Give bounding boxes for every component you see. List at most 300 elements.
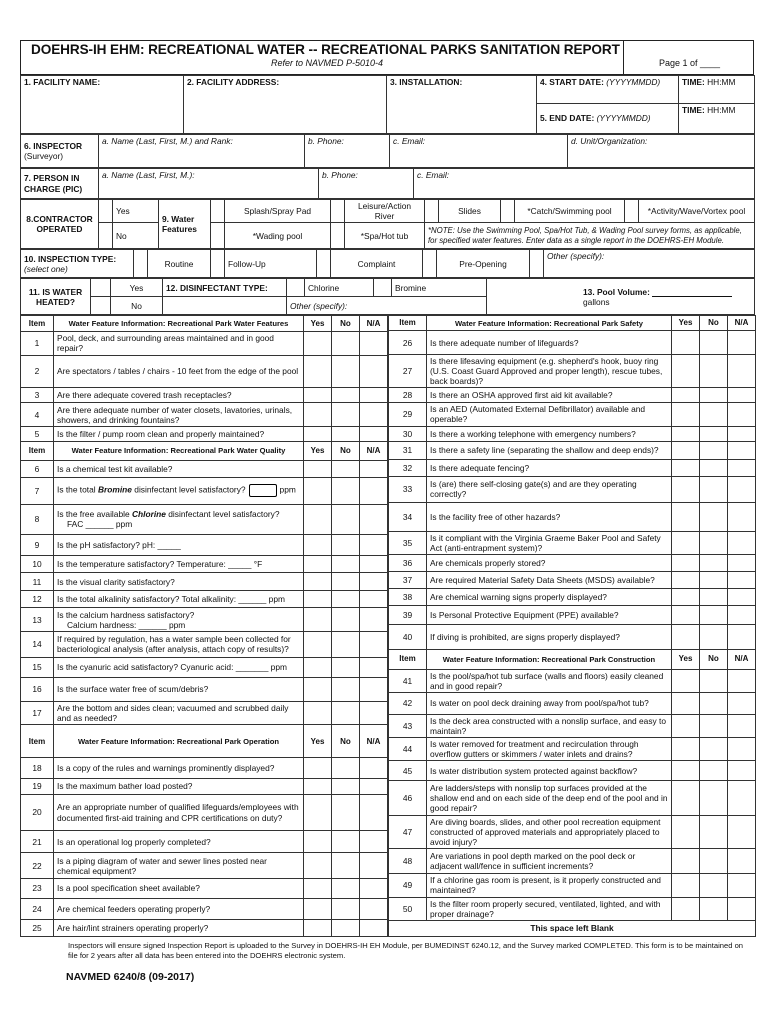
checklist-row: [389, 388, 756, 403]
form-title: DOEHRS-IH EHM: RECREATIONAL WATER -- RECREATIONAL PARKS SANITATION REPORT: [31, 42, 620, 57]
na-checkbox[interactable]: [360, 556, 388, 573]
yes-checkbox[interactable]: [672, 426, 700, 441]
na-checkbox[interactable]: [360, 403, 388, 427]
yes-checkbox[interactable]: [304, 403, 332, 427]
preopening-label: Pre-Opening: [437, 250, 530, 278]
question-label: Are chemicals properly stored?: [430, 557, 546, 568]
no-checkbox[interactable]: [332, 879, 360, 898]
yes-checkbox[interactable]: [672, 624, 700, 649]
na-col-header: N/A: [360, 725, 388, 758]
na-checkbox[interactable]: [728, 571, 756, 588]
section-header-row: [389, 316, 756, 331]
no-checkbox[interactable]: [700, 738, 728, 761]
yes-checkbox[interactable]: [304, 879, 332, 898]
question-text: [54, 608, 304, 632]
yes-checkbox[interactable]: [304, 830, 332, 853]
yes-col-header: Yes: [304, 316, 332, 331]
item-number: 9: [21, 534, 54, 556]
na-checkbox[interactable]: [728, 388, 756, 403]
yes-checkbox[interactable]: [304, 478, 332, 505]
no-checkbox[interactable]: [700, 897, 728, 920]
item-number: 43: [389, 714, 427, 737]
checklist-row: [389, 459, 756, 476]
question-label: Is a copy of the rules and warnings prominently displayed?: [57, 762, 275, 773]
question-label: Is the deck area constructed with a nonslip surface, and easy to maintain?: [430, 715, 667, 736]
no-checkbox[interactable]: [700, 502, 728, 531]
question-text: [427, 781, 672, 816]
na-checkbox[interactable]: [728, 531, 756, 554]
yes-checkbox[interactable]: [304, 657, 332, 677]
na-checkbox[interactable]: [728, 714, 756, 737]
na-checkbox[interactable]: [360, 853, 388, 879]
na-checkbox[interactable]: [728, 476, 756, 502]
na-checkbox[interactable]: [360, 478, 388, 505]
pic-name-field[interactable]: a. Name (Last, First, M.):: [99, 169, 319, 199]
checklist-row: [389, 331, 756, 355]
end-time-field[interactable]: TIME: HH:MM: [679, 104, 755, 134]
item-number: 6: [21, 460, 54, 477]
inspector-email-field[interactable]: c. Email:: [390, 135, 568, 168]
question-text: [427, 761, 672, 781]
wf-catch-checkbox[interactable]: [501, 200, 515, 223]
checklist-row: [389, 571, 756, 588]
na-checkbox[interactable]: [360, 758, 388, 778]
na-checkbox[interactable]: [728, 816, 756, 849]
item-number: 37: [389, 571, 427, 588]
no-checkbox[interactable]: [700, 605, 728, 624]
heated-no-checkbox[interactable]: [91, 297, 111, 315]
yes-checkbox[interactable]: [304, 853, 332, 879]
no-checkbox[interactable]: [332, 590, 360, 607]
wf-activity-label: *Activity/Wave/Vortex pool: [639, 200, 755, 223]
no-checkbox[interactable]: [700, 476, 728, 502]
no-checkbox[interactable]: [700, 531, 728, 554]
checklist-left: [20, 315, 388, 937]
checklist-row: [389, 781, 756, 816]
no-checkbox[interactable]: [332, 795, 360, 831]
wf-wading-checkbox[interactable]: [211, 223, 225, 249]
question-text: [54, 898, 304, 920]
question-label: Is the facility free of other hazards?: [430, 511, 561, 522]
yes-checkbox[interactable]: [304, 387, 332, 402]
no-checkbox[interactable]: [332, 657, 360, 677]
facility-address-field[interactable]: 2. FACILITY ADDRESS:: [184, 76, 387, 134]
question-label: Is it compliant with the Virginia Graeme Baker Pool and Safety Act (anti-entrapment system)?: [430, 532, 661, 553]
question-label: Is a piping diagram of water and sewer lines posted near chemical equipment?: [57, 855, 267, 876]
inspection-type-table: [20, 249, 755, 278]
yes-checkbox[interactable]: [672, 459, 700, 476]
pool-volume-field[interactable]: 13. Pool Volume: gallons: [487, 279, 755, 315]
no-checkbox[interactable]: [700, 781, 728, 816]
checklist-row: [21, 657, 388, 677]
question-label: Is the temperature satisfactory? Temperature: _____ °F: [57, 559, 263, 570]
item-number: 5: [21, 426, 54, 441]
item-number: 30: [389, 426, 427, 441]
contractor-yes-checkbox[interactable]: [99, 200, 113, 223]
no-checkbox[interactable]: [700, 624, 728, 649]
question-text: [54, 534, 304, 556]
no-checkbox[interactable]: [700, 816, 728, 849]
na-checkbox[interactable]: [360, 590, 388, 607]
item-number: 45: [389, 761, 427, 781]
no-checkbox[interactable]: [332, 632, 360, 658]
no-checkbox[interactable]: [332, 403, 360, 427]
heated-yes-checkbox[interactable]: [91, 279, 111, 297]
yes-checkbox[interactable]: [304, 426, 332, 441]
preopening-checkbox[interactable]: [423, 250, 437, 278]
no-checkbox[interactable]: [700, 355, 728, 388]
chlorine-checkbox[interactable]: [287, 279, 305, 297]
question-text: [427, 554, 672, 571]
na-checkbox[interactable]: [360, 356, 388, 388]
no-checkbox[interactable]: [332, 504, 360, 534]
no-checkbox[interactable]: [700, 388, 728, 403]
question-text: [427, 738, 672, 761]
question-label: Is there lifesaving equipment (e.g. shepherd's hook, buoy ring (U.S. Coast Guard Approved and proper length), rescue tubes, back boards)?: [430, 356, 663, 387]
yes-checkbox[interactable]: [672, 331, 700, 355]
item-number: 50: [389, 897, 427, 920]
yes-checkbox[interactable]: [304, 504, 332, 534]
yes-checkbox[interactable]: [304, 608, 332, 632]
yes-checkbox[interactable]: [304, 778, 332, 794]
yes-checkbox[interactable]: [672, 816, 700, 849]
yes-checkbox[interactable]: [304, 534, 332, 556]
other-type-checkbox[interactable]: [530, 250, 544, 278]
checklist-row: [389, 816, 756, 849]
question-text: [54, 632, 304, 658]
yes-checkbox[interactable]: [672, 692, 700, 714]
wf-slides-checkbox[interactable]: [425, 200, 439, 223]
yes-checkbox[interactable]: [304, 701, 332, 725]
question-label: Is the visual clarity satisfactory?: [57, 576, 175, 587]
inspector-unit-field[interactable]: d. Unit/Organization:: [568, 135, 755, 168]
no-checkbox[interactable]: [332, 830, 360, 853]
na-checkbox[interactable]: [728, 331, 756, 355]
start-date-field[interactable]: 4. START DATE: (YYYYMMDD): [537, 76, 679, 104]
na-checkbox[interactable]: [728, 897, 756, 920]
wf-splash-checkbox[interactable]: [211, 200, 225, 223]
question-label: Is (are) there self-closing gate(s) and are they operating correctly?: [430, 478, 637, 500]
na-checkbox[interactable]: [728, 459, 756, 476]
yes-checkbox[interactable]: [672, 669, 700, 692]
question-text: [427, 502, 672, 531]
checklist-row: [389, 624, 756, 649]
routine-label: Routine: [148, 250, 211, 278]
na-checkbox[interactable]: [360, 778, 388, 794]
yes-checkbox[interactable]: [672, 531, 700, 554]
na-checkbox[interactable]: [728, 554, 756, 571]
yes-checkbox[interactable]: [672, 502, 700, 531]
na-checkbox[interactable]: [360, 608, 388, 632]
contractor-no-checkbox[interactable]: [99, 223, 113, 249]
checklist-row: [389, 502, 756, 531]
na-col-header: N/A: [360, 442, 388, 460]
yes-checkbox[interactable]: [304, 590, 332, 607]
yes-checkbox[interactable]: [304, 356, 332, 388]
bromine-checkbox[interactable]: [374, 279, 392, 297]
yes-checkbox[interactable]: [672, 388, 700, 403]
yes-checkbox[interactable]: [672, 588, 700, 605]
no-checkbox[interactable]: [700, 554, 728, 571]
item-number: 26: [389, 331, 427, 355]
na-checkbox[interactable]: [728, 441, 756, 459]
blank-space-note: This space left Blank: [389, 920, 756, 936]
checklist-row: [21, 778, 388, 794]
question-label: Are there adequate number of water closets, lavatories, urinals, showers, and drinking fountains?: [57, 404, 293, 425]
na-checkbox[interactable]: [360, 426, 388, 441]
na-checkbox[interactable]: [360, 701, 388, 725]
checklist-row: [21, 678, 388, 702]
other-type-field[interactable]: Other (specify):: [544, 250, 755, 278]
checklist-row: [389, 554, 756, 571]
yes-checkbox[interactable]: [672, 571, 700, 588]
inspector-phone-field[interactable]: b. Phone:: [305, 135, 390, 168]
na-checkbox[interactable]: [728, 692, 756, 714]
question-label: Are there adequate covered trash receptacles?: [57, 390, 232, 401]
no-checkbox[interactable]: [332, 534, 360, 556]
item-number: 36: [389, 554, 427, 571]
checklist-row: [21, 504, 388, 534]
no-checkbox[interactable]: [332, 556, 360, 573]
na-checkbox[interactable]: [360, 678, 388, 702]
na-checkbox[interactable]: [360, 331, 388, 356]
no-checkbox[interactable]: [700, 588, 728, 605]
question-label: If diving is prohibited, are signs properly displayed?: [430, 631, 620, 642]
item-number: 48: [389, 849, 427, 874]
chlorine-label: Chlorine: [305, 279, 374, 297]
yes-checkbox[interactable]: [672, 476, 700, 502]
yes-checkbox[interactable]: [304, 920, 332, 937]
na-checkbox[interactable]: [728, 588, 756, 605]
bromine-label: Bromine: [392, 279, 487, 297]
yes-checkbox[interactable]: [304, 331, 332, 356]
na-checkbox[interactable]: [360, 534, 388, 556]
no-checkbox[interactable]: [332, 853, 360, 879]
na-checkbox[interactable]: [728, 669, 756, 692]
yes-checkbox[interactable]: [304, 632, 332, 658]
na-checkbox[interactable]: [360, 898, 388, 920]
yes-checkbox[interactable]: [672, 441, 700, 459]
yes-checkbox[interactable]: [672, 738, 700, 761]
yes-checkbox[interactable]: [304, 678, 332, 702]
no-checkbox[interactable]: [700, 571, 728, 588]
question-label: Are spectators / tables / chairs - 10 feet from the edge of the pool: [57, 366, 299, 377]
facility-name-field[interactable]: 1. FACILITY NAME:: [21, 76, 184, 134]
na-checkbox[interactable]: [360, 795, 388, 831]
question-label: Is the pool/spa/hot tub surface (walls and floors) easily cleaned and in good repair?: [430, 670, 664, 691]
yes-checkbox[interactable]: [304, 898, 332, 920]
item-number: 16: [21, 678, 54, 702]
checklist-row: [389, 476, 756, 502]
no-col-header: No: [700, 316, 728, 331]
question-label: Is there a working telephone with emergency numbers?: [430, 428, 636, 439]
section-header-row: [21, 316, 388, 331]
no-checkbox[interactable]: [700, 849, 728, 874]
pic-phone-field[interactable]: b. Phone:: [319, 169, 414, 199]
question-label: Is the surface water free of scum/debris?: [57, 684, 209, 695]
question-label: Are diving boards, slides, and other pool recreation equipment constructed of approved materials and appropriately placed to avoid injury?: [430, 817, 661, 848]
no-checkbox[interactable]: [332, 426, 360, 441]
question-label: Is the cyanuric acid satisfactory? Cyanuric acid: _______ ppm: [57, 662, 287, 673]
yes-checkbox[interactable]: [304, 573, 332, 590]
end-date-field[interactable]: 5. END DATE: (YYYYMMDD): [537, 104, 679, 134]
na-checkbox[interactable]: [728, 849, 756, 874]
inspection-type-label: 10. INSPECTION TYPE: (select one): [21, 250, 134, 278]
complaint-checkbox[interactable]: [317, 250, 331, 278]
question-label: Is water on pool deck draining away from pool/spa/hot tub?: [430, 698, 649, 709]
question-text: [54, 830, 304, 853]
na-checkbox[interactable]: [360, 920, 388, 937]
na-checkbox[interactable]: [360, 879, 388, 898]
no-checkbox[interactable]: [700, 331, 728, 355]
na-checkbox[interactable]: [728, 624, 756, 649]
na-checkbox[interactable]: [360, 632, 388, 658]
question-label: Is the calcium hardness satisfactory?: [57, 609, 195, 620]
checklist-row: [21, 460, 388, 477]
na-checkbox[interactable]: [728, 781, 756, 816]
item-col-header: Item: [21, 316, 54, 331]
na-checkbox[interactable]: [728, 761, 756, 781]
no-checkbox[interactable]: [700, 426, 728, 441]
checklist-row: [389, 669, 756, 692]
question-text: [427, 355, 672, 388]
yes-checkbox[interactable]: [672, 554, 700, 571]
section-title: Water Feature Information: Recreational Park Operation: [54, 725, 304, 758]
checklist-right: [388, 315, 756, 937]
question-text: [54, 920, 304, 937]
checklist-row: [21, 426, 388, 441]
wf-leisure-checkbox[interactable]: [331, 200, 345, 223]
no-checkbox[interactable]: [332, 331, 360, 356]
na-checkbox[interactable]: [728, 355, 756, 388]
yes-col-header: Yes: [304, 725, 332, 758]
yes-checkbox[interactable]: [304, 758, 332, 778]
no-checkbox[interactable]: [332, 573, 360, 590]
inspector-table: [20, 134, 755, 168]
yes-checkbox[interactable]: [304, 556, 332, 573]
checklist-row: [389, 738, 756, 761]
question-text: [54, 795, 304, 831]
yes-checkbox[interactable]: [672, 874, 700, 897]
no-checkbox[interactable]: [700, 459, 728, 476]
disinfectant-word: Chlorine: [131, 509, 166, 520]
no-checkbox[interactable]: [332, 898, 360, 920]
no-checkbox[interactable]: [700, 692, 728, 714]
no-checkbox[interactable]: [332, 920, 360, 937]
na-checkbox[interactable]: [360, 657, 388, 677]
question-text: [54, 426, 304, 441]
no-checkbox[interactable]: [332, 678, 360, 702]
na-checkbox[interactable]: [728, 403, 756, 426]
no-checkbox[interactable]: [700, 441, 728, 459]
pic-email-field[interactable]: c. Email:: [414, 169, 755, 199]
item-col-header: Item: [21, 725, 54, 758]
na-checkbox[interactable]: [360, 460, 388, 477]
na-checkbox[interactable]: [728, 738, 756, 761]
na-checkbox[interactable]: [360, 573, 388, 590]
no-checkbox[interactable]: [332, 460, 360, 477]
wf-activity-checkbox[interactable]: [625, 200, 639, 223]
no-checkbox[interactable]: [700, 761, 728, 781]
question-label: Are an appropriate number of qualified lifeguards/employees with documented first-aid training and CPR certifications on duty?: [57, 802, 299, 823]
na-checkbox[interactable]: [360, 387, 388, 402]
item-number: 46: [389, 781, 427, 816]
na-checkbox[interactable]: [360, 504, 388, 534]
no-checkbox[interactable]: [332, 701, 360, 725]
no-checkbox[interactable]: [332, 608, 360, 632]
no-col-header: No: [700, 649, 728, 669]
followup-checkbox[interactable]: [211, 250, 225, 278]
question-subline: Calcium hardness: ______ ppm: [67, 619, 186, 630]
question-text: [427, 874, 672, 897]
no-checkbox[interactable]: [332, 387, 360, 402]
yes-checkbox[interactable]: [672, 781, 700, 816]
no-checkbox[interactable]: [700, 403, 728, 426]
yes-checkbox[interactable]: [672, 403, 700, 426]
yes-checkbox[interactable]: [672, 897, 700, 920]
yes-col-header: Yes: [672, 316, 700, 331]
item-number: 13: [21, 608, 54, 632]
installation-field[interactable]: 3. INSTALLATION:: [387, 76, 537, 134]
start-time-field[interactable]: TIME: HH:MM: [679, 76, 755, 104]
checklist-row: [21, 478, 388, 505]
routine-checkbox[interactable]: [134, 250, 148, 278]
inspector-name-field[interactable]: a. Name (Last, First, M.) and Rank:: [99, 135, 305, 168]
question-label: Is an operational log properly completed?: [57, 836, 211, 847]
na-checkbox[interactable]: [728, 426, 756, 441]
other-disinfectant-checkbox[interactable]: [163, 297, 287, 315]
bromine-value-input[interactable]: [249, 484, 277, 497]
question-label: Are the bottom and sides clean; vacuumed and scrubbed daily and as needed?: [57, 702, 289, 724]
checklist: [20, 315, 754, 937]
no-checkbox[interactable]: [700, 669, 728, 692]
no-checkbox[interactable]: [700, 714, 728, 737]
question-subline: FAC ______ ppm: [67, 519, 133, 530]
yes-checkbox[interactable]: [672, 605, 700, 624]
question-text: [54, 356, 304, 388]
checklist-row: [21, 387, 388, 402]
item-number: 8: [21, 504, 54, 534]
no-checkbox[interactable]: [332, 478, 360, 505]
yes-checkbox[interactable]: [672, 761, 700, 781]
question-label: Is the total Bromine disinfectant level satisfactory?: [57, 485, 246, 496]
yes-checkbox[interactable]: [304, 795, 332, 831]
question-label: Is the free available Chlorine disinfectant level satisfactory?: [57, 509, 280, 520]
yes-checkbox[interactable]: [304, 460, 332, 477]
question-text: [54, 460, 304, 477]
section-title: Water Feature Information: Recreational Park Water Quality: [54, 442, 304, 460]
item-number: 22: [21, 853, 54, 879]
question-text: [427, 426, 672, 441]
yes-checkbox[interactable]: [672, 714, 700, 737]
yes-checkbox[interactable]: [672, 355, 700, 388]
no-col-header: No: [332, 442, 360, 460]
question-label: Is there adequate number of lifeguards?: [430, 337, 579, 348]
other-disinfectant-field[interactable]: Other (specify):: [287, 297, 487, 315]
wf-spa-checkbox[interactable]: [331, 223, 345, 249]
no-checkbox[interactable]: [332, 778, 360, 794]
no-checkbox[interactable]: [332, 356, 360, 388]
no-checkbox[interactable]: [700, 874, 728, 897]
na-checkbox[interactable]: [728, 502, 756, 531]
yes-checkbox[interactable]: [672, 849, 700, 874]
na-checkbox[interactable]: [360, 830, 388, 853]
no-checkbox[interactable]: [332, 758, 360, 778]
checklist-row: [21, 573, 388, 590]
complaint-label: Complaint: [331, 250, 423, 278]
na-checkbox[interactable]: [728, 605, 756, 624]
na-checkbox[interactable]: [728, 874, 756, 897]
